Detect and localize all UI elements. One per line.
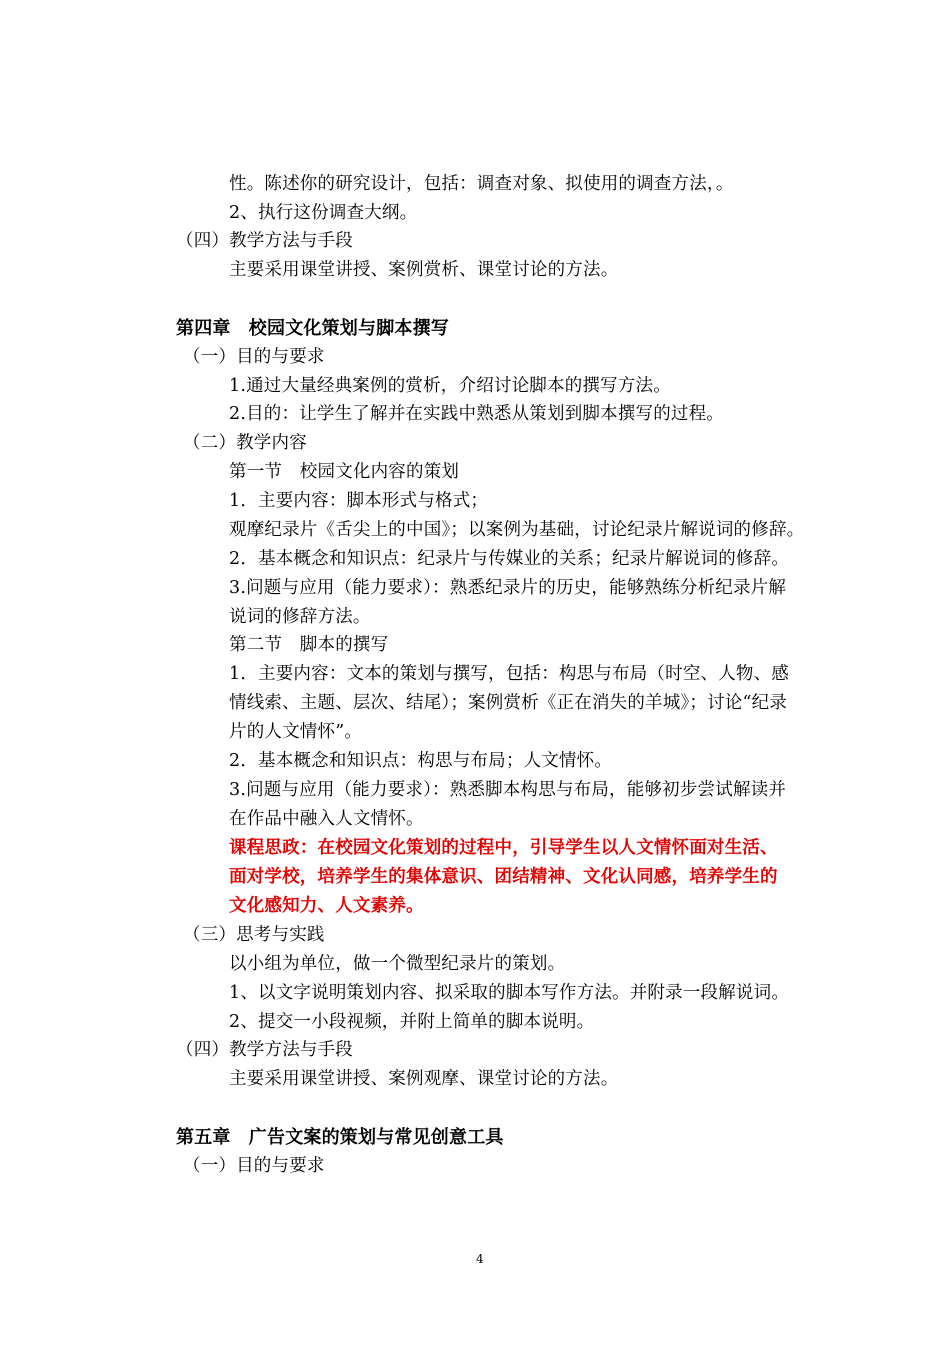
subsection-heading: （二）教学内容 (183, 433, 307, 453)
list-item: 2．基本概念和知识点：构思与布局；人文情怀。 (229, 751, 613, 771)
list-item: 2、提交一小段视频，并附上简单的脚本说明。 (229, 1012, 595, 1032)
body-text-line: 观摩纪录片《舌尖上的中国》；以案例为基础，讨论纪录片解说词的修辞。 (229, 520, 805, 540)
body-text-line: 片的人文情怀”。 (229, 722, 363, 742)
ideological-emphasis-line: 文化感知力、人文素养。 (229, 896, 424, 916)
section-title: 第一节 校园文化内容的策划 (229, 462, 460, 482)
page-number: 4 (476, 1252, 484, 1266)
list-item: 1.通过大量经典案例的赏析，介绍讨论脚本的撰写方法。 (229, 376, 671, 396)
subsection-heading: （三）思考与实践 (183, 925, 325, 945)
body-text-line: 在作品中融入人文情怀。 (229, 809, 424, 829)
ideological-emphasis-line: 课程思政：在校园文化策划的过程中，引导学生以人文情怀面对生活、 (229, 838, 778, 858)
chapter-heading: 第四章 校园文化策划与脚本撰写 (176, 318, 449, 339)
list-item: 2．基本概念和知识点：纪录片与传媒业的关系；纪录片解说词的修辞。 (229, 549, 790, 569)
list-item: 2.目的：让学生了解并在实践中熟悉从策划到脚本撰写的过程。 (229, 404, 724, 424)
ideological-emphasis-line: 面对学校，培养学生的集体意识、团结精神、文化认同感，培养学生的 (229, 867, 778, 887)
list-item: 2、执行这份调查大纲。 (229, 203, 418, 223)
body-text-line: 主要采用课堂讲授、案例观摩、课堂讨论的方法。 (229, 1069, 619, 1089)
list-item: 3.问题与应用（能力要求）：熟悉脚本构思与布局，能够初步尝试解读并 (229, 780, 787, 800)
body-text-line: 说词的修辞方法。 (229, 607, 371, 627)
list-item: 3.问题与应用（能力要求）：熟悉纪录片的历史，能够熟练分析纪录片解 (229, 578, 787, 598)
list-item: 1．主要内容：文本的策划与撰写，包括：构思与布局（时空、人物、感 (229, 664, 790, 684)
chapter-heading: 第五章 广告文案的策划与常见创意工具 (176, 1127, 504, 1148)
body-text-line: 性。陈述你的研究设计，包括：调查对象、拟使用的调查方法，。 (229, 174, 734, 194)
body-text-line: 以小组为单位，做一个微型纪录片的策划。 (229, 954, 566, 974)
section-title: 第二节 脚本的撰写 (229, 635, 389, 655)
subsection-heading: （四）教学方法与手段 (176, 1040, 353, 1060)
subsection-heading: （一）目的与要求 (183, 347, 325, 367)
list-item: 1．主要内容：脚本形式与格式； (229, 491, 489, 511)
list-item: 1、以文字说明策划内容、拟采取的脚本写作方法。并附录一段解说词。 (229, 983, 790, 1003)
body-text-line: 情线索、主题、层次、结尾）；案例赏析《正在消失的羊城》；讨论“纪录 (229, 693, 788, 713)
subsection-heading: （一）目的与要求 (183, 1156, 325, 1176)
subsection-heading: （四）教学方法与手段 (176, 231, 353, 251)
body-text-line: 主要采用课堂讲授、案例赏析、课堂讨论的方法。 (229, 260, 619, 280)
